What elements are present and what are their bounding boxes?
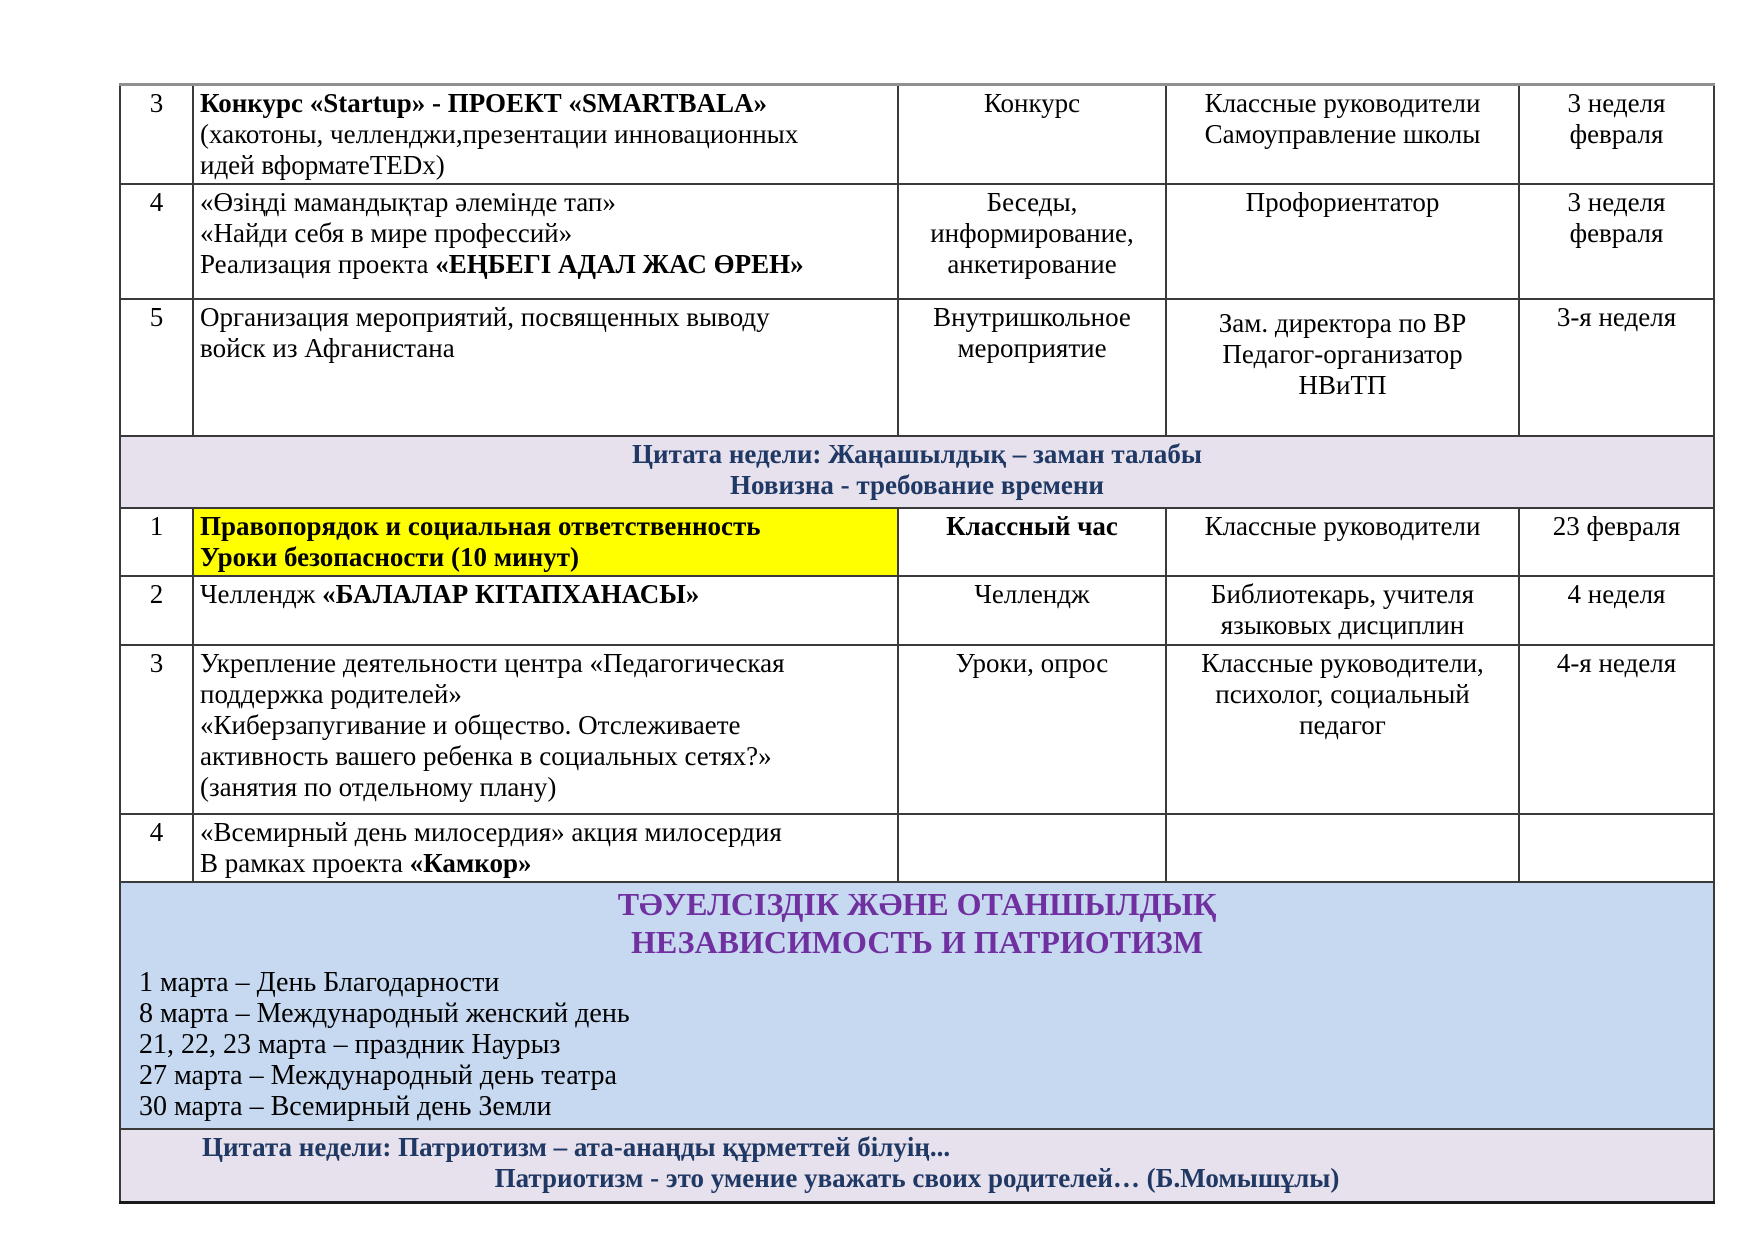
- responsible-line: Библиотекарь, учителя: [1210, 579, 1475, 609]
- form-line: Челлендж: [974, 579, 1090, 609]
- form-cell: [898, 645, 1166, 814]
- quote-line-kz: Цитата недели: Жаңашылдық – заман талабы: [632, 439, 1202, 469]
- responsible-cell-empty: [1166, 814, 1519, 882]
- row-number: 4: [120, 814, 193, 882]
- date-cell: [1519, 85, 1714, 185]
- date-cell: [1519, 184, 1714, 299]
- form-line: Беседы,: [986, 187, 1078, 217]
- holiday-line: 27 марта – Международный день театра: [139, 1060, 617, 1091]
- section-title-kazakh: ТӘУЕЛСІЗДІК ЖӘНЕ ОТАНШЫЛДЫҚ: [617, 886, 1217, 922]
- responsible-line: Зам. директора по ВР: [1218, 308, 1467, 338]
- activity-cell: [193, 184, 898, 299]
- row-number: 5: [120, 299, 193, 436]
- activity-cell: [193, 576, 898, 645]
- date-cell-empty: [1519, 814, 1714, 882]
- form-line: мероприятие: [957, 333, 1107, 363]
- responsible-cell: [1166, 508, 1519, 576]
- event-plan-table: [119, 83, 1715, 1204]
- activity-cell: [193, 645, 898, 814]
- holiday-line: 1 марта – День Благодарности: [139, 967, 500, 998]
- section-title-russian: НЕЗАВИСИМОСТЬ И ПАТРИОТИЗМ: [630, 924, 1204, 960]
- activity-line: Правопорядок и социальная ответственность: [200, 511, 761, 541]
- form-cell-empty: [898, 814, 1166, 882]
- form-cell: [898, 184, 1166, 299]
- date-line: 4-я неделя: [1556, 648, 1677, 678]
- responsible-line: языковых дисциплин: [1220, 610, 1465, 640]
- section-date-list: [127, 961, 1707, 1122]
- responsible-cell: [1166, 299, 1519, 436]
- activity-cell: [193, 299, 898, 436]
- quote-of-week-banner: [120, 436, 1714, 508]
- date-line: февраля: [1569, 218, 1664, 248]
- table-row: [120, 645, 1714, 814]
- date-cell: [1519, 576, 1714, 645]
- activity-line: Конкурс «Startup» - ПРОЕКТ «SMARTBALA»: [200, 88, 767, 118]
- quote-line-kz: Цитата недели: Патриотизм – ата-анаңды құрметтей білуің...: [202, 1132, 951, 1162]
- activity-line: «Өзіңді мамандықтар әлемінде тап»: [200, 187, 616, 217]
- form-line: анкетирование: [947, 249, 1117, 279]
- date-line: 3 неделя: [1567, 88, 1666, 118]
- table-row: [120, 814, 1714, 882]
- date-cell: [1519, 645, 1714, 814]
- responsible-line: НВиТП: [1298, 370, 1387, 400]
- responsible-cell: [1166, 645, 1519, 814]
- activity-line: (занятия по отдельному плану): [200, 772, 557, 802]
- table-row: [120, 85, 1714, 185]
- activity-line: Укрепление деятельности центра «Педагогическая: [200, 648, 785, 678]
- holiday-line: 30 марта – Всемирный день Земли: [139, 1091, 552, 1122]
- activity-line: Челлендж «БАЛАЛАР КІТАПХАНАСЫ»: [200, 579, 700, 609]
- activity-cell: [193, 85, 898, 185]
- activity-line: Организация мероприятий, посвященных выводу: [200, 302, 770, 332]
- activity-line: «Киберзапугивание и общество. Отслеживаете: [200, 710, 741, 740]
- month-section-banner: [120, 882, 1714, 1129]
- table-row: [120, 508, 1714, 576]
- responsible-cell: [1166, 576, 1519, 645]
- activity-line: (хакотоны, челленджи,презентации инновационных: [200, 119, 799, 149]
- row-number: 3: [120, 645, 193, 814]
- table-row: [120, 299, 1714, 436]
- form-line: информирование,: [930, 218, 1134, 248]
- responsible-line: Классные руководители: [1204, 511, 1481, 541]
- date-cell: [1519, 299, 1714, 436]
- quote-banner-row: [120, 1129, 1714, 1202]
- row-number: 3: [120, 85, 193, 185]
- activity-line: идей вформатеTEDx): [200, 150, 445, 180]
- activity-line: В рамках проекта «Камкор»: [200, 848, 532, 878]
- responsible-line: педагог: [1299, 710, 1386, 740]
- responsible-line: психолог, социальный: [1215, 679, 1470, 709]
- activity-line: войск из Афганистана: [200, 333, 455, 363]
- activity-line: поддержка родителей»: [200, 679, 462, 709]
- activity-line: «Найди себя в мире профессий»: [200, 218, 573, 248]
- responsible-cell: [1166, 184, 1519, 299]
- quote-line-ru: Патриотизм - это умение уважать своих родителей… (Б.Момышұлы): [494, 1163, 1340, 1193]
- responsible-line: Педагог-организатор: [1222, 339, 1463, 369]
- responsible-line: Самоуправление школы: [1204, 119, 1481, 149]
- responsible-line: Классные руководители: [1204, 88, 1481, 118]
- activity-line: «Всемирный день милосердия» акция милосердия: [200, 817, 782, 847]
- form-line: Уроки, опрос: [955, 648, 1109, 678]
- table-row: [120, 576, 1714, 645]
- row-number: 2: [120, 576, 193, 645]
- form-cell: [898, 576, 1166, 645]
- form-cell: [898, 299, 1166, 436]
- date-cell: [1519, 508, 1714, 576]
- date-line: 4 неделя: [1567, 579, 1666, 609]
- activity-line: активность вашего ребенка в социальных сетях?»: [200, 741, 772, 771]
- holiday-line: 8 марта – Международный женский день: [139, 998, 630, 1029]
- date-line: 3-я неделя: [1556, 302, 1677, 332]
- row-number: 1: [120, 508, 193, 576]
- date-line: 3 неделя: [1567, 187, 1666, 217]
- form-line: Классный час: [946, 511, 1118, 541]
- responsible-cell: [1166, 85, 1519, 185]
- activity-cell-highlighted: [193, 508, 898, 576]
- section-banner-row: [120, 882, 1714, 1129]
- date-line: февраля: [1569, 119, 1664, 149]
- form-line: Внутришкольное: [933, 302, 1131, 332]
- activity-line: Реализация проекта «ЕҢБЕГІ АДАЛ ЖАС ӨРЕН»: [200, 249, 804, 279]
- form-line: Конкурс: [983, 88, 1081, 118]
- table-row: [120, 184, 1714, 299]
- quote-line-ru: Новизна - требование времени: [730, 470, 1104, 500]
- form-cell: [898, 85, 1166, 185]
- form-cell: [898, 508, 1166, 576]
- date-line: 23 февраля: [1552, 511, 1681, 541]
- quote-banner-row: [120, 436, 1714, 508]
- holiday-line: 21, 22, 23 марта – праздник Наурыз: [139, 1029, 561, 1060]
- activity-cell: [193, 814, 898, 882]
- responsible-line: Классные руководители,: [1201, 648, 1484, 678]
- quote-of-week-banner-bottom: [120, 1129, 1714, 1202]
- activity-line: Уроки безопасности (10 минут): [200, 542, 579, 572]
- responsible-line: Профориентатор: [1245, 187, 1440, 217]
- row-number: 4: [120, 184, 193, 299]
